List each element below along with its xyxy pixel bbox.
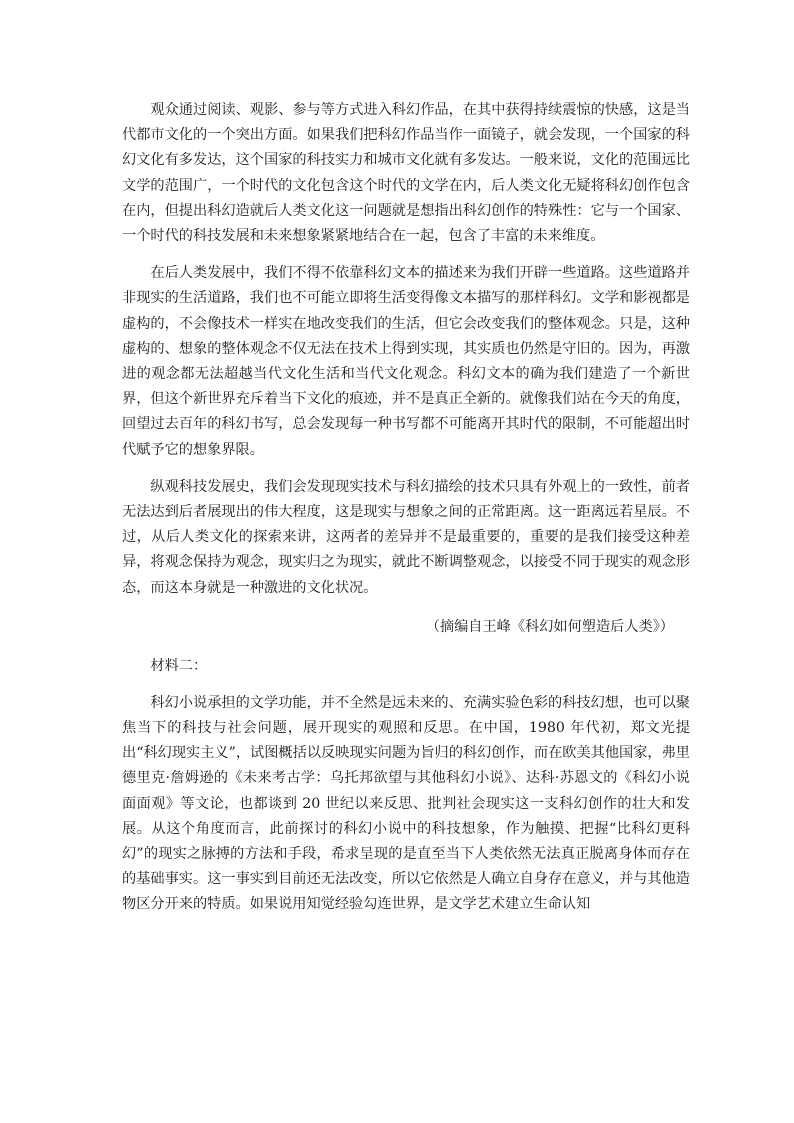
paragraph-1: 观众通过阅读、观影、参与等方式进入科幻作品，在其中获得持续震惊的快感，这是当代都市文化的一个突出方面。如果我们把科幻作品当作一面镜子，就会发现，一个国家的科幻文化有多发达，这个国家的科技实力和城市文化就有多发达。一般来说，文化的范围远比文学的范围广，一个时代的文化包含这个时代的文学在内，后人类文化无疑将科幻创作包含在内，但提出科幻造就后人类文化这一问题就是想指出科幻创作的特殊性：它与一个国家、一个时代的科技发展和未来想象紧紧地结合在一起，包含了丰富的未来维度。 bbox=[122, 102, 690, 245]
section-2-heading: 材料二： bbox=[150, 657, 208, 674]
paragraph-4: 科幻小说承担的文学功能，并不全然是远未来的、充满实验色彩的科技幻想，也可以聚焦当下的科技与社会问题，展开现实的观照和反思。在中国，1980 年代初，郑文光提出“科幻现实主义”，试图概括以反映现实问题为旨归的科幻创作，而在欧美其他国家，弗里德里克·詹姆逊的《未来考古学：乌托邦欲望与其他科幻小说》、达科·苏恩文的《科幻小说面面观》等文论，也都谈到 20 世纪以来反思、批判社会现实这一支科幻创作的壮大和发展。从这个角度而言，此前探讨的科幻小说中的科技想象，作为触摸、把握“比科幻更科幻”的现实之脉搏的方法和手段，希求呈现的是直至当下人类依然无法真正脱离身体而存在的基础事实。这一事实到目前还无法改变，所以它依然是人确立自身存在意义，并与其他造物区分开来的特质。如果说用知觉经验勾连世界，是文学艺术建立生命认知 bbox=[122, 694, 690, 913]
document-page bbox=[122, 98, 690, 918]
source-citation: （摘编自王峰《科幻如何塑造后人类》） bbox=[425, 618, 674, 635]
paragraph-3: 纵观科技发展史，我们会发现现实技术与科幻描绘的技术只具有外观上的一致性，前者无法达到后者展现出的伟大程度，这是现实与想象之间的正常距离。这一距离远若星辰。不过，从后人类文化的探索来讲，这两者的差异并不是最重要的，重要的是我们接受这种差异，将观念保持为观念，现实归之为现实，就此不断调整观念，以接受不同于现实的观念形态，而这本身就是一种激进的文化状况。 bbox=[122, 478, 690, 596]
paragraph-2: 在后人类发展中，我们不得不依靠科幻文本的描述来为我们开辟一些道路。这些道路并非现实的生活道路，我们也不可能立即将生活变得像文本描写的那样科幻。文学和影视都是虚构的，不会像技术一样实在地改变我们的生活，但它会改变我们的整体观念。只是，这种虚构的、想象的整体观念不仅无法在技术上得到实现，其实质也仍然是守旧的。因为，再激进的观念都无法超越当代文化生活和当代文化观念。科幻文本的确为我们建造了一个新世界，但这个新世界充斥着当下文化的痕迹，并不是真正全新的。就像我们站在今天的角度，回望过去百年的科幻书写，总会发现每一种书写都不可能离开其时代的限制，不可能超出时代赋予它的想象界限。 bbox=[122, 265, 690, 458]
